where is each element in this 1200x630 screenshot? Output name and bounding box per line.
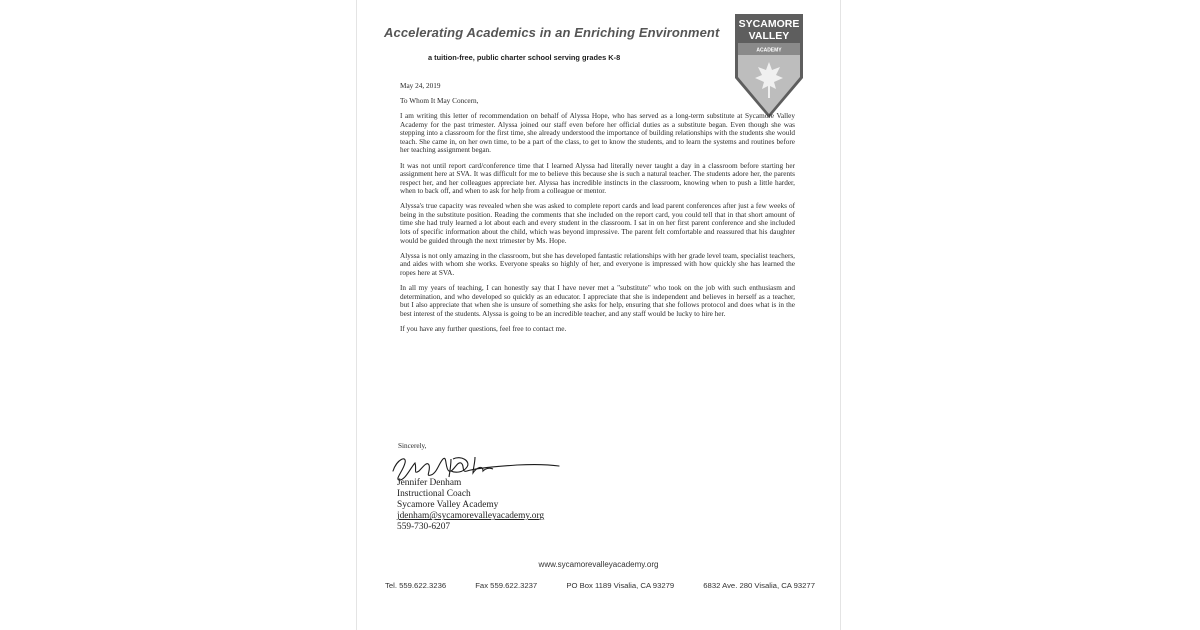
school-footer: [385, 581, 815, 590]
signer-email-link[interactable]: jdenham@sycamorevalleyacademy.org: [397, 511, 545, 522]
signer-phone: 559-730-6207: [397, 522, 451, 533]
signer-title: Instructional Coach: [397, 489, 471, 500]
signer-contact-block: [397, 478, 544, 533]
letter-body: [400, 82, 795, 340]
logo-line-2: VALLEY: [748, 30, 790, 42]
footer-tel: Tel. 559.622.3236: [385, 581, 447, 590]
school-subtagline: a tuition-free, public charter school serving grades K-8: [428, 53, 621, 62]
letter-paragraph: If you have any further questions, feel free to contact me.: [400, 324, 567, 333]
signer-organization: Sycamore Valley Academy: [397, 500, 499, 511]
letter-date: May 24, 2019: [400, 82, 441, 90]
footer-fax: Fax 559.622.3237: [475, 581, 538, 590]
letter-paragraph: In all my years of teaching, I can honestly say that I have never met a "substitute" who took on the job with such enthusiasm and determination, and who developed so quickly as an educator. I appreciate that she is independent and believes in herself as a teacher, but I also appreciate that when she is unsure of something she asks for help, ensuring that she follows protocol and does what is in the best interest of the students. Alyssa is going to be an incredible teacher, and any staff would be lucky to hire her.: [400, 283, 795, 318]
letter-paragraph: I am writing this letter of recommendation on behalf of Alyssa Hope, who has served as a long-term substitute at Sycamore Valley Academy for the past trimester. Alyssa joined our staff even before her official duties as a substitute began. Even though she was stepping into a classroom for the first time, she already understood the importance of building relationships with the students she would teach. She came in, on her own time, to be a part of the class, to get to know the students, and to learn the systems and routines before her teaching assignment began.: [400, 112, 795, 155]
letter-paragraph: Alyssa's true capacity was revealed when she was asked to complete report cards and lead parent conferences after just a few weeks of being in the substitute position. Reading the comments that she included on the report card, you could tell that in that short amount of time she had truly learned a lot about each and every student in the classroom. I sat in on her first parent conference and she included lots of specific information about the child, which was beyond impressive. The parent felt comfortable and reassured that his daughter would be guided through the next trimester by Ms. Hope.: [400, 202, 795, 245]
signer-name: Jennifer Denham: [397, 478, 462, 488]
logo-line-3: ACADEMY: [756, 47, 782, 54]
letter-paragraph: It was not until report card/conference time that I learned Alyssa had literally never taught a day in a classroom before starting her assignment here at SVA. It was difficult for me to believe this because she is such a natural teacher. The students adore her, the parents respect her, and her colleagues appreciate her. Alyssa has incredible instincts in the classroom, knowing when to push a little harder, when to back off, and when to ask for help from a colleague or mentor.: [400, 161, 795, 196]
letter-page: [357, 0, 840, 630]
letter-salutation: To Whom It May Concern,: [400, 97, 479, 106]
letter-paragraph: Alyssa is not only amazing in the classroom, but she has developed fantastic relationships with her grade level team, specialist teachers, and aides with whom she works. Everyone speaks so highly of her, and everyone is impressed with how quickly she has learned the ropes here at SVA.: [400, 251, 795, 277]
footer-po-box: PO Box 1189 Visalia, CA 93279: [566, 581, 675, 590]
letter-closing: Sincerely,: [398, 442, 427, 450]
footer-street-address: 6832 Ave. 280 Visalia, CA 93277: [703, 581, 815, 590]
school-tagline: Accelerating Academics in an Enriching Environment: [384, 25, 720, 40]
school-website-link[interactable]: www.sycamorevalleyacademy.org: [538, 560, 659, 569]
logo-line-1: SYCAMORE: [738, 18, 800, 30]
